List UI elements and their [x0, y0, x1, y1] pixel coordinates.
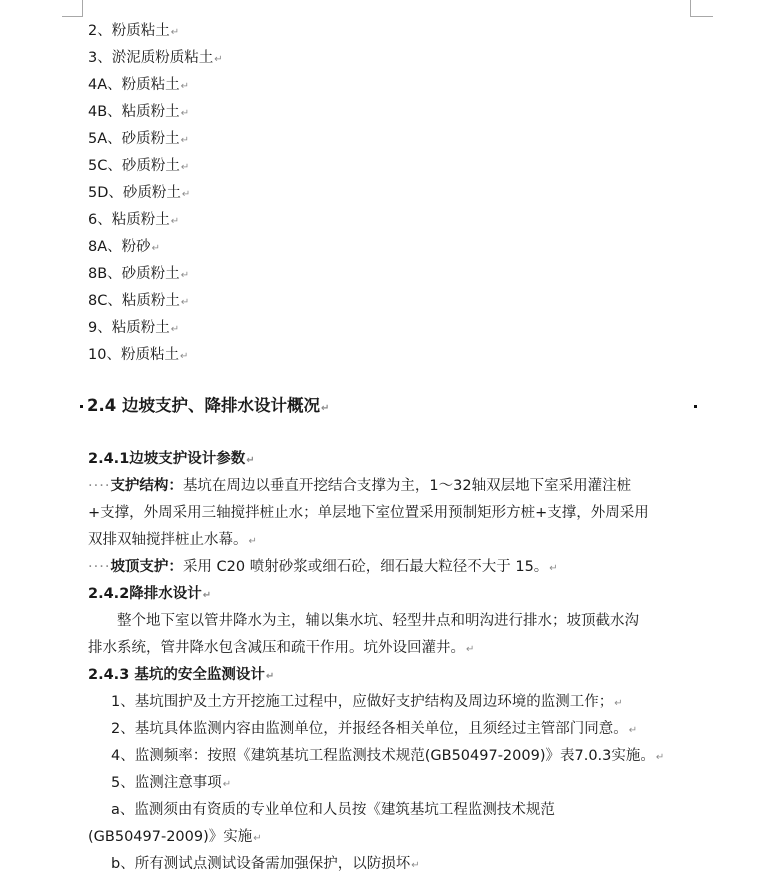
paragraph-mark-icon: ↵ — [170, 216, 180, 227]
paragraph-line: (GB50497-2009)》实施↵ — [88, 829, 262, 845]
paragraph-line: 排水系统，管井降水包含减压和疏干作用。坑外设回灌井。↵ — [88, 640, 475, 656]
list-item: 8A、粉砂↵ — [88, 239, 161, 255]
paragraph-mark-icon: ↵ — [180, 297, 190, 308]
paragraph-line: +支撑，外周采用三轴搅拌桩止水；单层地下室位置采用预制矩形方桩+支撑，外周采用 — [88, 505, 649, 521]
paragraph-mark-icon: ↵ — [253, 833, 262, 844]
list-item: 4B、粘质粉土↵ — [88, 104, 190, 120]
list-item: 5D、砂质粉土↵ — [88, 185, 191, 201]
subsection-heading: 2.4.1边坡支护设计参数↵ — [88, 451, 255, 467]
indent-dots: ···· — [88, 559, 111, 575]
paragraph-anchor-icon — [80, 405, 83, 408]
paragraph-mark-icon: ↵ — [411, 860, 420, 871]
list-item: 5A、砂质粉土↵ — [88, 131, 190, 147]
slope-label: 坡顶支护： — [110, 559, 183, 575]
paragraph-anchor-icon — [694, 405, 697, 408]
page-corner-mark-left — [62, 0, 83, 17]
paragraph-mark-icon: ↵ — [246, 455, 255, 466]
section-heading: 2.4 边坡支护、降排水设计概况↵ — [87, 396, 330, 415]
list-item: 8C、粘质粉土↵ — [88, 293, 190, 309]
paragraph-mark-icon: ↵ — [202, 590, 212, 601]
list-item: 3、淤泥质粉质粘土↵ — [88, 50, 223, 66]
paragraph-mark-icon: ↵ — [320, 403, 330, 414]
list-item: 4A、粉质粘土↵ — [88, 77, 190, 93]
list-item: 4、监测频率：按照《建筑基坑工程监测技术规范(GB50497-2009)》表7.0.3实施。↵ — [111, 748, 665, 764]
paragraph-mark-icon: ↵ — [549, 563, 558, 574]
list-item: 8B、砂质粉土↵ — [88, 266, 190, 282]
list-item: 5C、砂质粉土↵ — [88, 158, 190, 174]
paragraph-mark-icon: ↵ — [466, 644, 475, 655]
paragraph-mark-icon: ↵ — [222, 779, 232, 790]
support-label: 支护结构： — [110, 478, 183, 494]
list-item: 2、粉质粘土↵ — [88, 23, 180, 39]
paragraph-mark-icon: ↵ — [214, 54, 223, 65]
paragraph-line: 整个地下室以管井降水为主，辅以集水坑、轻型井点和明沟进行排水；坡顶截水沟 — [117, 613, 639, 629]
paragraph-mark-icon: ↵ — [180, 81, 190, 92]
paragraph-mark-icon: ↵ — [614, 698, 623, 709]
paragraph-line: ····支护结构：基坑在周边以垂直开挖结合支撑为主，1～32轴双层地下室采用灌注桩 — [88, 478, 632, 494]
paragraph-mark-icon: ↵ — [265, 671, 275, 682]
paragraph-mark-icon: ↵ — [170, 27, 180, 38]
paragraph-mark-icon: ↵ — [151, 243, 161, 254]
list-item: 9、粘质粉土↵ — [88, 320, 180, 336]
list-item: 6、粘质粉土↵ — [88, 212, 180, 228]
paragraph-mark-icon: ↵ — [248, 536, 257, 547]
paragraph-mark-icon: ↵ — [655, 752, 665, 763]
paragraph-mark-icon: ↵ — [180, 108, 190, 119]
paragraph-mark-icon: ↵ — [180, 162, 190, 173]
list-item: b、所有测试点测试设备需加强保护，以防损坏↵ — [111, 856, 420, 872]
subsection-heading: 2.4.3 基坑的安全监测设计↵ — [88, 667, 275, 683]
list-item: a、监测须由有资质的专业单位和人员按《建筑基坑工程监测技术规范 — [111, 802, 555, 818]
subsection-heading: 2.4.2降排水设计↵ — [88, 586, 212, 602]
indent-dots: ···· — [88, 478, 111, 494]
paragraph-mark-icon: ↵ — [181, 189, 191, 200]
paragraph-mark-icon: ↵ — [628, 725, 638, 736]
list-item: 1、基坑围护及土方开挖施工过程中，应做好支护结构及周边环境的监测工作；↵ — [111, 694, 623, 710]
list-item: 2、基坑具体监测内容由监测单位，并报经各相关单位，且须经过主管部门同意。↵ — [111, 721, 638, 737]
paragraph-mark-icon: ↵ — [179, 351, 189, 362]
paragraph-mark-icon: ↵ — [170, 324, 180, 335]
paragraph-line: ····坡顶支护：采用 C20 喷射砂浆或细石砼，细石最大粒径不大于 15。↵ — [88, 559, 558, 575]
list-item: 5、监测注意事项↵ — [111, 775, 232, 791]
page-corner-mark-right — [690, 0, 713, 17]
paragraph-mark-icon: ↵ — [180, 270, 190, 281]
paragraph-mark-icon: ↵ — [180, 135, 190, 146]
list-item: 10、粉质粘土↵ — [88, 347, 189, 363]
paragraph-line: 双排双轴搅拌桩止水幕。↵ — [88, 532, 257, 548]
